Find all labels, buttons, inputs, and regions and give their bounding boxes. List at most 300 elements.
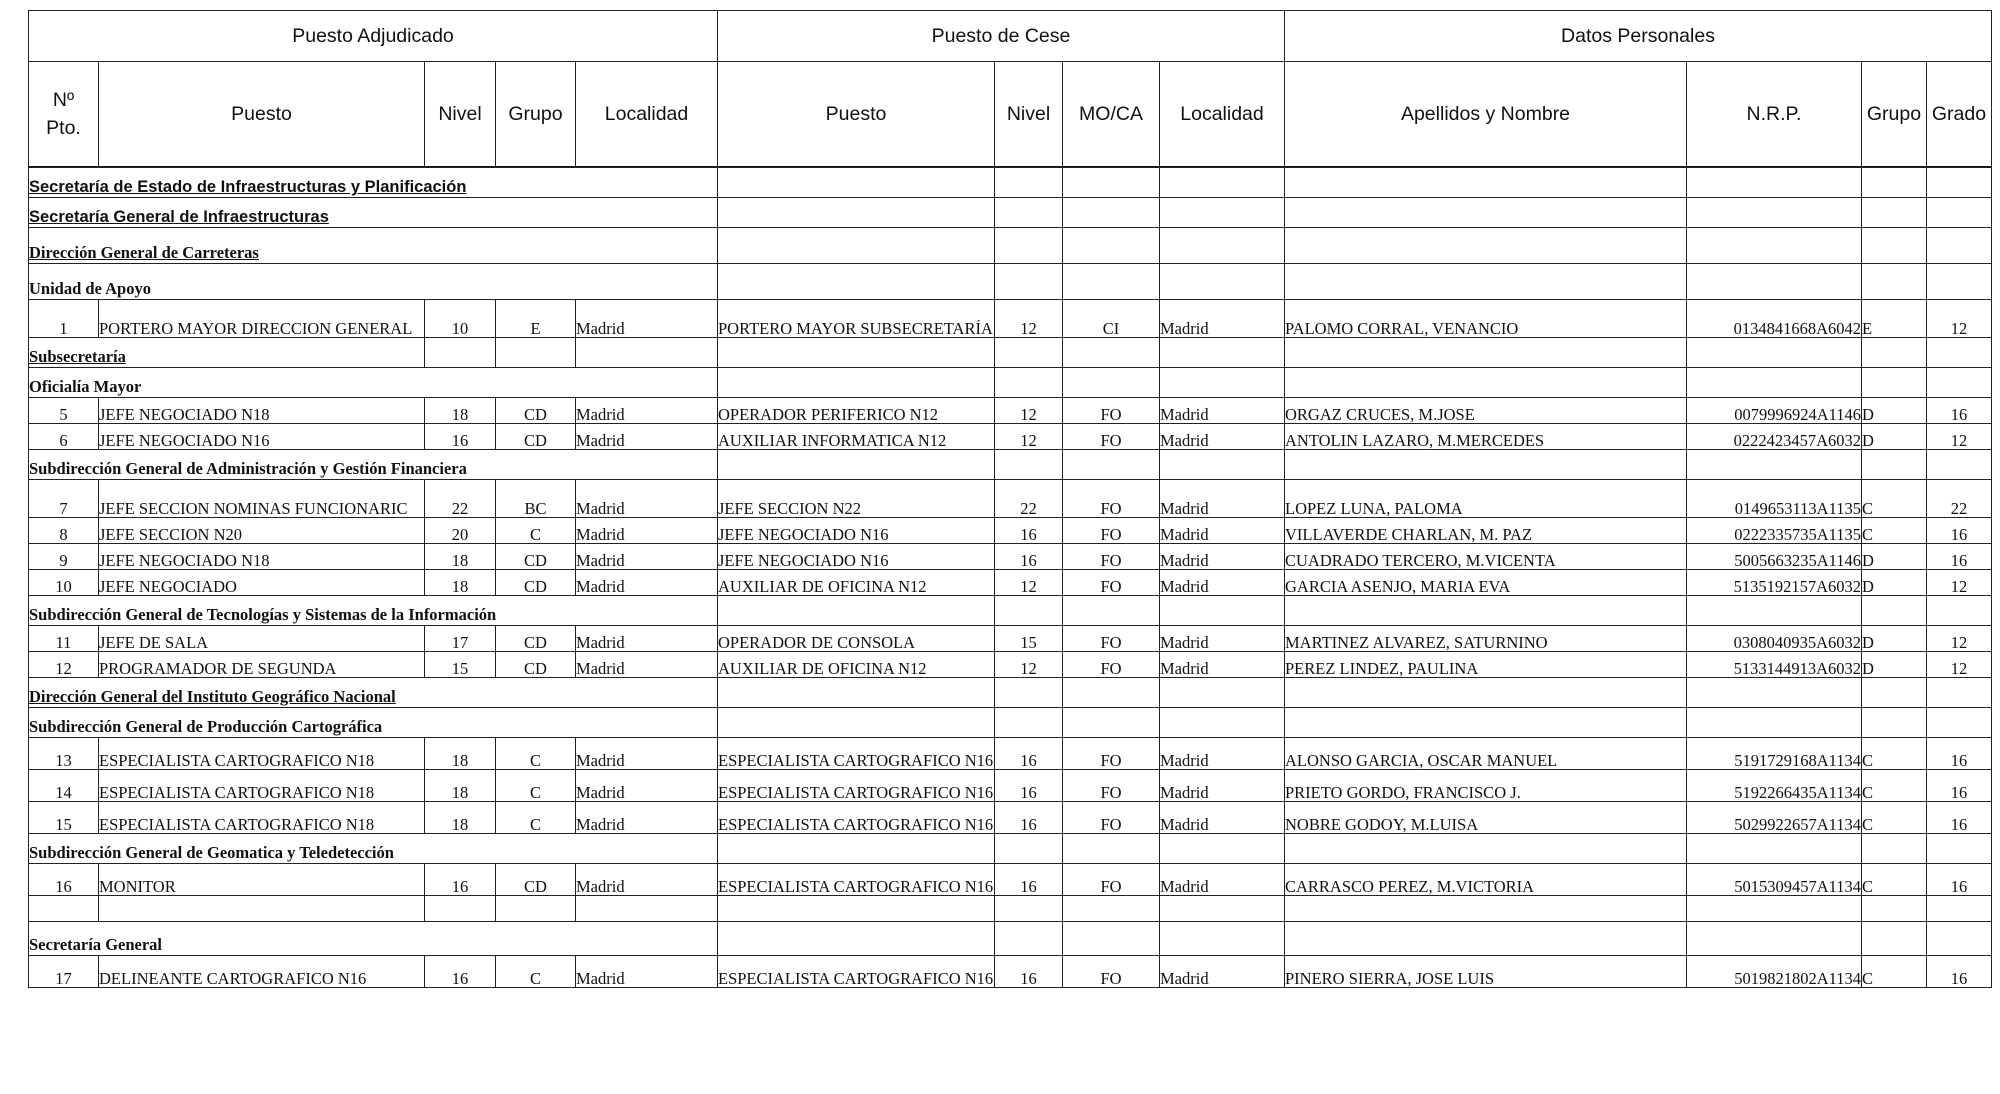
- localidad-cell-text: Madrid: [576, 320, 625, 337]
- empty-cell: [1927, 596, 1992, 626]
- empty-cell: [1063, 922, 1160, 956]
- num-cell: [29, 626, 99, 652]
- nivel-cell: [425, 626, 496, 652]
- nivel-cell: [425, 770, 496, 802]
- empty-cell: [1285, 708, 1687, 738]
- section-row: [29, 708, 1992, 738]
- num-cell: [29, 770, 99, 802]
- empty-cell: [1285, 338, 1687, 368]
- nivel-cell-text: 18: [451, 752, 469, 769]
- num-cell-text: 10: [55, 578, 72, 595]
- grupo-cell: [496, 956, 576, 988]
- grupo-personal-cell: [1862, 398, 1927, 424]
- localidad-cese-cell: [1160, 300, 1285, 338]
- nombre-cell-text: NOBRE GODOY, M.LUISA: [1285, 816, 1479, 833]
- puesto-cese-cell: [718, 544, 995, 570]
- section-row: [29, 834, 1992, 864]
- empty-cell: [1160, 834, 1285, 864]
- puesto-cell-text: JEFE DE SALA: [99, 634, 209, 651]
- empty-cell: [1862, 834, 1927, 864]
- empty-cell: [1285, 264, 1687, 300]
- puesto-cell: [99, 398, 425, 424]
- puesto-cese-cell-text: PORTERO MAYOR SUBSECRETARÍA: [718, 320, 993, 337]
- grupo-personal-cell: [1862, 956, 1927, 988]
- grupo-personal-cell-text: D: [1862, 634, 1874, 651]
- empty-cell: [1927, 368, 1992, 398]
- empty-cell: [1687, 922, 1862, 956]
- num-cell: [29, 518, 99, 544]
- localidad-cese-cell: [1160, 864, 1285, 896]
- table-row: [29, 398, 1992, 424]
- puesto-cese-cell-text: JEFE NEGOCIADO N16: [718, 526, 889, 543]
- nrp-cell-text: 5191729168A1134: [1734, 752, 1861, 769]
- nombre-cell: [1285, 864, 1687, 896]
- empty-cell: [1160, 338, 1285, 368]
- grado-cell-text: 22: [1950, 500, 1968, 517]
- puesto-cese-cell: [718, 770, 995, 802]
- nivel-cese-cell-text: 16: [1020, 784, 1037, 801]
- moca-cell-text: FO: [1100, 816, 1122, 833]
- section-row: [29, 338, 1992, 368]
- grupo-cell: [496, 424, 576, 450]
- grupo-personal-cell: [1862, 424, 1927, 450]
- num-cell: [29, 300, 99, 338]
- empty-cell: [1927, 338, 1992, 368]
- empty-cell: [1285, 596, 1687, 626]
- nrp-cell: [1687, 770, 1862, 802]
- empty-cell: [718, 368, 995, 398]
- localidad-cell: [576, 518, 718, 544]
- localidad-cese-cell: [1160, 802, 1285, 834]
- grupo-personal-cell: [1862, 802, 1927, 834]
- empty-cell: [1160, 922, 1285, 956]
- nivel-cese-cell: [995, 864, 1063, 896]
- nrp-cell-text: 0308040935A6032: [1733, 634, 1861, 651]
- localidad-cell-text: Madrid: [576, 578, 625, 595]
- grupo-personal-cell: [1862, 770, 1927, 802]
- num-cell: [29, 738, 99, 770]
- grupo-personal-cell-text: C: [1862, 752, 1874, 769]
- grupo-personal-cell-text: D: [1862, 578, 1874, 595]
- empty-cell: [1862, 450, 1927, 480]
- nivel-cese-cell-text: 16: [1020, 552, 1037, 569]
- grado-cell: [1927, 770, 1992, 802]
- grupo-personal-cell: [1862, 738, 1927, 770]
- moca-cell-text: FO: [1100, 526, 1122, 543]
- grupo-personal-cell-text: D: [1862, 552, 1874, 569]
- nivel-cell: [425, 300, 496, 338]
- empty-cell: [1927, 450, 1992, 480]
- grado-cell-text: 16: [1950, 784, 1968, 801]
- localidad-cell-text: Madrid: [576, 634, 625, 651]
- header-puesto-adjudicado: Puesto Adjudicado: [29, 11, 718, 62]
- puesto-cell-text: MONITOR: [99, 878, 176, 895]
- nombre-cell: [1285, 626, 1687, 652]
- localidad-cell-text: Madrid: [576, 432, 625, 449]
- section-title: Secretaría de Estado de Infraestructuras y Planificación: [29, 168, 718, 198]
- nrp-cell: [1687, 544, 1862, 570]
- empty-cell: [718, 264, 995, 300]
- empty-cell: [1063, 368, 1160, 398]
- empty-cell: [1063, 228, 1160, 264]
- col-header-nivel-cese: Nivel: [995, 62, 1063, 168]
- empty-cell: [1927, 708, 1992, 738]
- nrp-cell-text: 0222335735A1135: [1734, 526, 1861, 543]
- num-cell-text: 14: [55, 784, 72, 801]
- num-cell: [29, 864, 99, 896]
- empty-cell: [995, 228, 1063, 264]
- nivel-cese-cell-text: 22: [1020, 500, 1037, 517]
- grado-cell-text: 16: [1950, 552, 1968, 569]
- table-row: [29, 300, 1992, 338]
- grupo-cell-text: CD: [524, 552, 547, 569]
- grupo-cell-text: C: [529, 784, 541, 801]
- empty-cell: [1285, 896, 1687, 922]
- puesto-cese-cell: [718, 424, 995, 450]
- col-header-num: Nº Pto.: [29, 62, 99, 168]
- empty-cell: [1862, 708, 1927, 738]
- nombre-cell: [1285, 956, 1687, 988]
- puesto-cell-text: JEFE SECCION N20: [99, 526, 243, 543]
- moca-cell: [1063, 300, 1160, 338]
- empty-cell: [1160, 450, 1285, 480]
- puesto-cell-text: PORTERO MAYOR DIRECCION GENERAL: [99, 320, 413, 337]
- nombre-cell-text: CARRASCO PEREZ, M.VICTORIA: [1285, 878, 1535, 895]
- moca-cell: [1063, 652, 1160, 678]
- nrp-cell: [1687, 652, 1862, 678]
- section-title: Subdirección General de Tecnologías y Sistemas de la Información: [29, 596, 718, 626]
- num-cell-text: 11: [55, 634, 72, 651]
- localidad-cell: [576, 544, 718, 570]
- table-row: [29, 770, 1992, 802]
- table-row: [29, 738, 1992, 770]
- nivel-cell: [425, 738, 496, 770]
- empty-cell: [995, 596, 1063, 626]
- nombre-cell: [1285, 398, 1687, 424]
- grupo-personal-cell: [1862, 480, 1927, 518]
- puesto-cese-cell-text: JEFE NEGOCIADO N16: [718, 552, 889, 569]
- nivel-cese-cell: [995, 738, 1063, 770]
- empty-cell: [1687, 596, 1862, 626]
- localidad-cell: [576, 652, 718, 678]
- puesto-cell: [99, 864, 425, 896]
- moca-cell: [1063, 480, 1160, 518]
- nivel-cese-cell-text: 16: [1020, 878, 1037, 895]
- nivel-cell: [425, 652, 496, 678]
- nivel-cell-text: 20: [451, 526, 469, 543]
- nombre-cell-text: PEREZ LINDEZ, PAULINA: [1285, 660, 1479, 677]
- nivel-cese-cell-text: 16: [1020, 526, 1037, 543]
- col-header-localidad-cese: Localidad: [1160, 62, 1285, 168]
- empty-cell: [718, 168, 995, 198]
- localidad-cese-cell-text: Madrid: [1160, 752, 1209, 769]
- localidad-cese-cell: [1160, 652, 1285, 678]
- empty-cell: [995, 708, 1063, 738]
- localidad-cell: [576, 770, 718, 802]
- section-title: Subdirección General de Producción Cartográfica: [29, 708, 718, 738]
- empty-cell: [718, 228, 995, 264]
- section-row: [29, 678, 1992, 708]
- section-title: Subdirección General de Geomatica y Teledetección: [29, 834, 718, 864]
- localidad-cese-cell: [1160, 570, 1285, 596]
- moca-cell-text: FO: [1100, 634, 1122, 651]
- num-cell-text: 15: [55, 816, 72, 833]
- nombre-cell: [1285, 770, 1687, 802]
- nombre-cell-text: PRIETO GORDO, FRANCISCO J.: [1285, 784, 1521, 801]
- num-cell: [29, 544, 99, 570]
- section-title: Dirección General del Instituto Geográfico Nacional: [29, 678, 718, 708]
- moca-cell-text: FO: [1100, 406, 1122, 423]
- empty-cell: [1687, 896, 1862, 922]
- empty-cell: [1063, 896, 1160, 922]
- assignments-body: [28, 167, 1992, 988]
- grado-cell: [1927, 956, 1992, 988]
- nrp-cell-text: 0149653113A1135: [1734, 500, 1861, 517]
- puesto-cese-cell: [718, 398, 995, 424]
- section-title: Subsecretaría: [29, 338, 425, 368]
- localidad-cese-cell: [1160, 770, 1285, 802]
- num-cell-text: 7: [59, 500, 68, 517]
- num-cell: [29, 570, 99, 596]
- moca-cell-text: FO: [1100, 578, 1122, 595]
- nivel-cese-cell-text: 12: [1020, 660, 1037, 677]
- grupo-personal-cell-text: D: [1862, 432, 1874, 449]
- empty-cell: [1862, 678, 1927, 708]
- localidad-cese-cell: [1160, 544, 1285, 570]
- localidad-cell-text: Madrid: [576, 526, 625, 543]
- empty-cell: [576, 896, 718, 922]
- grupo-personal-cell: [1862, 518, 1927, 544]
- nombre-cell-text: PINERO SIERRA, JOSE LUIS: [1285, 970, 1495, 987]
- nrp-cell: [1687, 626, 1862, 652]
- nrp-cell: [1687, 480, 1862, 518]
- grado-cell-text: 12: [1950, 660, 1968, 677]
- nivel-cell: [425, 570, 496, 596]
- grupo-cell: [496, 480, 576, 518]
- nivel-cese-cell-text: 16: [1020, 816, 1037, 833]
- nivel-cell: [425, 956, 496, 988]
- moca-cell-text: FO: [1100, 660, 1122, 677]
- col-header-grupo: Grupo: [496, 62, 576, 168]
- nombre-cell-text: ALONSO GARCIA, OSCAR MANUEL: [1285, 752, 1558, 769]
- grupo-cell: [496, 738, 576, 770]
- grado-cell: [1927, 738, 1992, 770]
- empty-cell: [1927, 264, 1992, 300]
- nrp-cell-text: 0079996924A1146: [1734, 406, 1861, 423]
- localidad-cese-cell-text: Madrid: [1160, 784, 1209, 801]
- puesto-cese-cell-text: OPERADOR DE CONSOLA: [718, 634, 916, 651]
- empty-cell: [1160, 708, 1285, 738]
- moca-cell: [1063, 864, 1160, 896]
- puesto-cese-cell-text: AUXILIAR DE OFICINA N12: [718, 578, 927, 595]
- empty-cell: [1927, 678, 1992, 708]
- empty-cell: [1063, 450, 1160, 480]
- col-header-localidad: Localidad: [576, 62, 718, 168]
- puesto-cell: [99, 518, 425, 544]
- grupo-cell: [496, 300, 576, 338]
- document-sheet: [28, 10, 1992, 988]
- empty-cell: [718, 678, 995, 708]
- localidad-cell-text: Madrid: [576, 552, 625, 569]
- nombre-cell: [1285, 424, 1687, 450]
- col-header-apellidos: Apellidos y Nombre: [1285, 62, 1687, 168]
- nrp-cell-text: 5135192157A6032: [1733, 578, 1861, 595]
- nivel-cese-cell-text: 12: [1020, 432, 1037, 449]
- nivel-cell-text: 16: [451, 878, 469, 895]
- nivel-cell-text: 18: [451, 406, 469, 423]
- table-row: [29, 864, 1992, 896]
- assignments-table: [28, 10, 1992, 168]
- localidad-cell: [576, 802, 718, 834]
- section-title: Oficialía Mayor: [29, 368, 718, 398]
- grado-cell-text: 12: [1950, 320, 1968, 337]
- empty-row: [29, 896, 1992, 922]
- grupo-personal-cell-text: C: [1862, 500, 1874, 517]
- nrp-cell-text: 0222423457A6032: [1733, 432, 1861, 449]
- table-row: [29, 424, 1992, 450]
- nivel-cese-cell: [995, 300, 1063, 338]
- col-header-nivel: Nivel: [425, 62, 496, 168]
- empty-cell: [1063, 338, 1160, 368]
- grupo-personal-cell-text: C: [1862, 526, 1874, 543]
- empty-cell: [1687, 168, 1862, 198]
- puesto-cese-cell: [718, 652, 995, 678]
- nivel-cese-cell-text: 12: [1020, 320, 1037, 337]
- empty-cell: [1927, 896, 1992, 922]
- puesto-cell: [99, 626, 425, 652]
- puesto-cese-cell-text: ESPECIALISTA CARTOGRAFICO N16: [718, 752, 994, 769]
- nivel-cese-cell-text: 12: [1020, 406, 1037, 423]
- puesto-cell: [99, 300, 425, 338]
- empty-cell: [995, 922, 1063, 956]
- nrp-cell: [1687, 398, 1862, 424]
- nombre-cell-text: ANTOLIN LAZARO, M.MERCEDES: [1285, 432, 1545, 449]
- nivel-cese-cell: [995, 802, 1063, 834]
- grupo-cell: [496, 652, 576, 678]
- nivel-cese-cell: [995, 518, 1063, 544]
- nombre-cell-text: CUADRADO TERCERO, M.VICENTA: [1285, 552, 1556, 569]
- empty-cell: [1160, 596, 1285, 626]
- empty-cell: [1927, 834, 1992, 864]
- nombre-cell: [1285, 518, 1687, 544]
- nivel-cese-cell: [995, 480, 1063, 518]
- empty-cell: [1285, 922, 1687, 956]
- localidad-cese-cell-text: Madrid: [1160, 660, 1209, 677]
- empty-cell: [718, 708, 995, 738]
- grado-cell-text: 16: [1950, 752, 1968, 769]
- localidad-cese-cell-text: Madrid: [1160, 526, 1209, 543]
- grupo-personal-cell: [1862, 544, 1927, 570]
- empty-cell: [1063, 834, 1160, 864]
- nivel-cese-cell: [995, 626, 1063, 652]
- grado-cell-text: 12: [1950, 432, 1968, 449]
- section-row: [29, 368, 1992, 398]
- puesto-cell: [99, 652, 425, 678]
- puesto-cell: [99, 802, 425, 834]
- localidad-cese-cell: [1160, 956, 1285, 988]
- table-row: [29, 480, 1992, 518]
- num-cell: [29, 956, 99, 988]
- table-row: [29, 570, 1992, 596]
- puesto-cese-cell: [718, 864, 995, 896]
- nivel-cell: [425, 398, 496, 424]
- localidad-cell: [576, 480, 718, 518]
- puesto-cese-cell: [718, 480, 995, 518]
- nrp-cell: [1687, 956, 1862, 988]
- grado-cell: [1927, 518, 1992, 544]
- col-header-moca: MO/CA: [1063, 62, 1160, 168]
- table-row: [29, 626, 1992, 652]
- empty-cell: [1285, 368, 1687, 398]
- num-cell: [29, 802, 99, 834]
- nivel-cese-cell: [995, 956, 1063, 988]
- nivel-cell: [425, 544, 496, 570]
- empty-cell: [995, 264, 1063, 300]
- localidad-cese-cell-text: Madrid: [1160, 406, 1209, 423]
- puesto-cese-cell-text: ESPECIALISTA CARTOGRAFICO N16: [718, 784, 994, 801]
- nivel-cell-text: 17: [451, 634, 469, 651]
- empty-cell: [1063, 678, 1160, 708]
- nivel-cell-text: 10: [451, 320, 469, 337]
- table-row: [29, 652, 1992, 678]
- grado-cell: [1927, 544, 1992, 570]
- nombre-cell: [1285, 300, 1687, 338]
- puesto-cese-cell: [718, 300, 995, 338]
- puesto-cese-cell: [718, 802, 995, 834]
- localidad-cese-cell-text: Madrid: [1160, 878, 1209, 895]
- nivel-cese-cell: [995, 424, 1063, 450]
- nivel-cell: [425, 518, 496, 544]
- empty-cell: [1687, 708, 1862, 738]
- localidad-cese-cell: [1160, 424, 1285, 450]
- localidad-cell-text: Madrid: [576, 406, 625, 423]
- empty-cell: [718, 922, 995, 956]
- grupo-cell-text: C: [529, 752, 541, 769]
- localidad-cese-cell-text: Madrid: [1160, 970, 1209, 987]
- moca-cell: [1063, 544, 1160, 570]
- col-header-puesto: Puesto: [99, 62, 425, 168]
- nivel-cell: [425, 802, 496, 834]
- puesto-cell-text: ESPECIALISTA CARTOGRAFICO N18: [99, 784, 375, 801]
- grado-cell-text: 16: [1950, 878, 1968, 895]
- puesto-cell-text: ESPECIALISTA CARTOGRAFICO N18: [99, 752, 375, 769]
- puesto-cell-text: JEFE SECCION NOMINAS FUNCIONARIC: [99, 500, 408, 517]
- localidad-cell-text: Madrid: [576, 660, 625, 677]
- moca-cell: [1063, 570, 1160, 596]
- puesto-cell: [99, 738, 425, 770]
- nrp-cell-text: 5192266435A1134: [1734, 784, 1861, 801]
- num-cell-text: 16: [55, 878, 72, 895]
- grado-cell: [1927, 864, 1992, 896]
- nivel-cese-cell: [995, 570, 1063, 596]
- empty-cell: [1687, 264, 1862, 300]
- puesto-cell: [99, 544, 425, 570]
- num-cell-text: 6: [59, 432, 68, 449]
- puesto-cese-cell-text: ESPECIALISTA CARTOGRAFICO N16: [718, 878, 994, 895]
- grado-cell-text: 16: [1950, 970, 1968, 987]
- nivel-cell-text: 18: [451, 552, 469, 569]
- nrp-cell-text: 0134841668A6042: [1733, 320, 1861, 337]
- empty-cell: [1927, 228, 1992, 264]
- localidad-cese-cell: [1160, 398, 1285, 424]
- grupo-cell-text: CD: [524, 578, 547, 595]
- grupo-personal-cell-text: C: [1862, 970, 1874, 987]
- moca-cell-text: FO: [1100, 878, 1122, 895]
- grado-cell: [1927, 570, 1992, 596]
- empty-cell: [1687, 368, 1862, 398]
- empty-cell: [1862, 338, 1927, 368]
- section-title: Secretaría General de Infraestructuras: [29, 198, 718, 228]
